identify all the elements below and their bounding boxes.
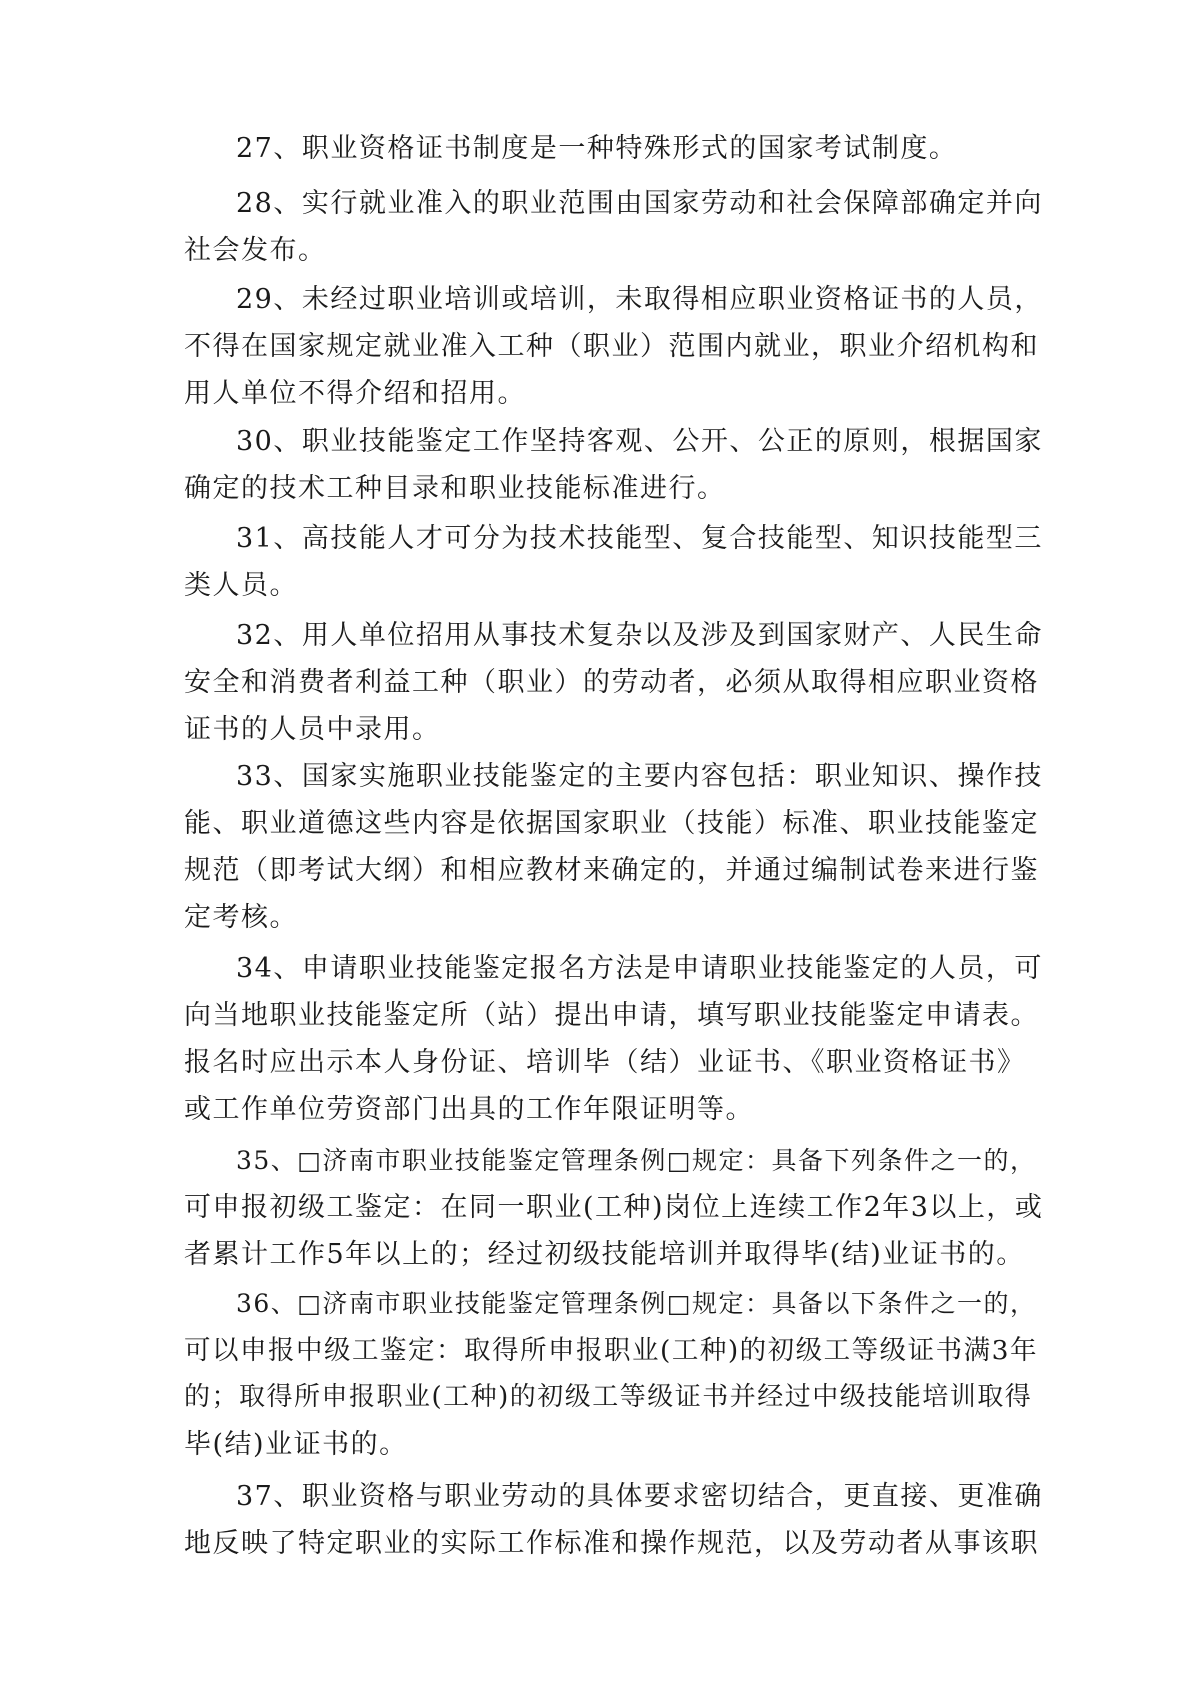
paragraph-36 bbox=[184, 1280, 1044, 1468]
paragraph-line: 类人员。 bbox=[184, 570, 298, 601]
paragraph-line: 36、□济南市职业技能鉴定管理条例□规定：具备以下条件之一的， bbox=[236, 1289, 1037, 1318]
paragraph-37 bbox=[184, 1473, 1044, 1567]
paragraph-27 bbox=[184, 125, 1044, 172]
paragraph-line: 35、□济南市职业技能鉴定管理条例□规定：具备下列条件之一的， bbox=[236, 1146, 1037, 1175]
paragraph-line: 规范（即考试大纲）和相应教材来确定的，并通过编制试卷来进行鉴 bbox=[184, 855, 1039, 886]
paragraph-28 bbox=[184, 180, 1044, 274]
paragraph-line: 33、国家实施职业技能鉴定的主要内容包括：职业知识、操作技 bbox=[236, 761, 1043, 792]
paragraph-line: 社会发布。 bbox=[184, 235, 327, 266]
paragraph-line: 能、职业道德这些内容是依据国家职业（技能）标准、职业技能鉴定 bbox=[184, 808, 1039, 839]
paragraph-line: 地反映了特定职业的实际工作标准和操作规范，以及劳动者从事该职 bbox=[184, 1528, 1039, 1559]
paragraph-line: 向当地职业技能鉴定所（站）提出申请，填写职业技能鉴定申请表。 bbox=[184, 1000, 1039, 1031]
paragraph-30 bbox=[184, 418, 1044, 512]
paragraph-line: 定考核。 bbox=[184, 902, 298, 933]
paragraph-line: 安全和消费者利益工种（职业）的劳动者，必须从取得相应职业资格 bbox=[184, 667, 1039, 698]
paragraph-line: 者累计工作5年以上的；经过初级技能培训并取得毕(结)业证书的。 bbox=[184, 1239, 1025, 1270]
paragraph-33 bbox=[184, 753, 1044, 941]
paragraph-line: 34、申请职业技能鉴定报名方法是申请职业技能鉴定的人员，可 bbox=[236, 953, 1043, 984]
paragraph-line: 不得在国家规定就业准入工种（职业）范围内就业，职业介绍机构和 bbox=[184, 331, 1039, 362]
paragraph-line: 32、用人单位招用从事技术复杂以及涉及到国家财产、人民生命 bbox=[236, 620, 1043, 651]
paragraph-line: 证书的人员中录用。 bbox=[184, 714, 441, 745]
paragraph-line: 可以申报中级工鉴定：取得所申报职业(工种)的初级工等级证书满3年 bbox=[184, 1335, 1039, 1366]
paragraph-line: 29、未经过职业培训或培训，未取得相应职业资格证书的人员， bbox=[236, 284, 1043, 315]
paragraph-32 bbox=[184, 612, 1044, 753]
paragraph-29 bbox=[184, 276, 1044, 417]
paragraph-line: 30、职业技能鉴定工作坚持客观、公开、公正的原则，根据国家 bbox=[236, 426, 1043, 457]
paragraph-line: 毕(结)业证书的。 bbox=[184, 1429, 408, 1460]
paragraph-line: 或工作单位劳资部门出具的工作年限证明等。 bbox=[184, 1094, 754, 1125]
paragraph-35 bbox=[184, 1137, 1044, 1278]
paragraph-line: 28、实行就业准入的职业范围由国家劳动和社会保障部确定并向 bbox=[236, 188, 1043, 219]
paragraph-line: 37、职业资格与职业劳动的具体要求密切结合，更直接、更准确 bbox=[236, 1481, 1043, 1512]
paragraph-34 bbox=[184, 945, 1044, 1133]
paragraph-line: 的；取得所申报职业(工种)的初级工等级证书并经过中级技能培训取得 bbox=[184, 1382, 1033, 1412]
paragraph-line: 报名时应出示本人身份证、培训毕（结）业证书、《职业资格证书》 bbox=[184, 1047, 1026, 1078]
paragraph-line: 27、职业资格证书制度是一种特殊形式的国家考试制度。 bbox=[236, 133, 958, 164]
paragraph-line: 31、高技能人才可分为技术技能型、复合技能型、知识技能型三 bbox=[236, 523, 1043, 554]
paragraph-line: 用人单位不得介绍和招用。 bbox=[184, 378, 526, 409]
paragraph-31 bbox=[184, 515, 1044, 609]
paragraph-line: 确定的技术工种目录和职业技能标准进行。 bbox=[184, 473, 726, 504]
paragraph-line: 可申报初级工鉴定：在同一职业(工种)岗位上连续工作2年3以上，或 bbox=[184, 1192, 1044, 1223]
